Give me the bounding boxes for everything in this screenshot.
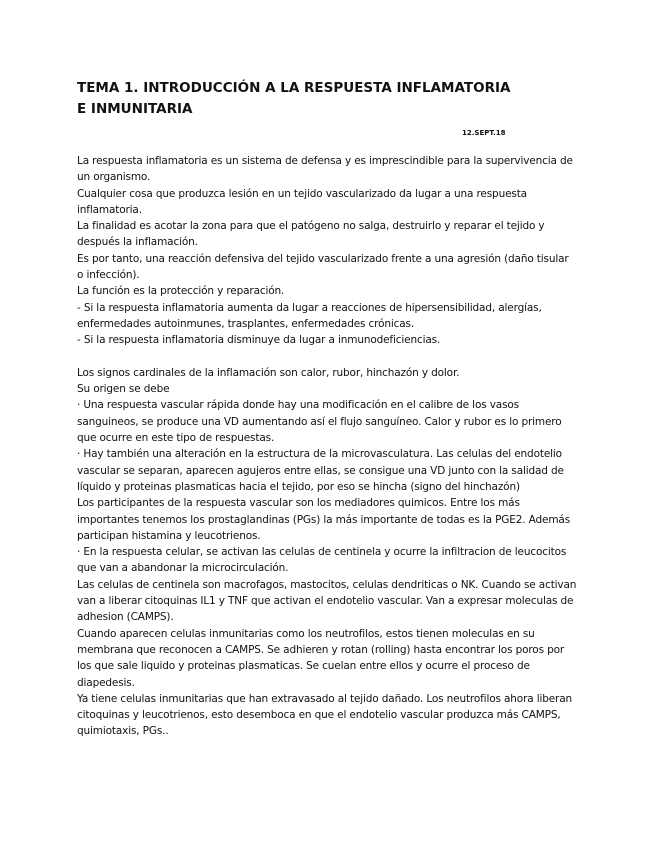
paragraph: Su origen se debe xyxy=(77,383,170,396)
paragraph: Cuando aparecen celulas inmunitarias como los neutrofilos, estos tienen moleculas en su membrana que reconocen a CAMPS. Se adhieren y rotan (rolling) hasta encontrar los poros por los que sale liquido y proteinas plasmaticas. Se cuelan entre ellos y ocurre el proceso de diapedesis. xyxy=(77,627,565,689)
document-date: 12.SEPT.18 xyxy=(462,129,506,137)
list-item: · Hay también una alteración en la estructura de la microvasculatura. Las celulas del endotelio vascular se separan, aparecen agujeros entre ellas, se consigue una VD junto con la salidad de líquido y proteinas plasmaticas hacia el tejido, por eso se hincha (signo del hinchazón) xyxy=(77,448,564,493)
list-item: - Si la respuesta inflamatoria aumenta da lugar a reacciones de hipersensibilidad, alergías, enfermedades autoinmunes, trasplantes, enfermedades crónicas. xyxy=(77,301,542,330)
document-body xyxy=(77,153,577,740)
paragraph: Los signos cardinales de la inflamación son calor, rubor, hinchazón y dolor. xyxy=(77,366,460,379)
paragraph-spacer xyxy=(77,349,577,365)
paragraph: Las celulas de centinela son macrofagos, mastocitos, celulas dendriticas o NK. Cuando se activan van a liberar citoquinas IL1 y TNF que activan el endotelio vascular. Van a expresar moleculas de adhesion (CAMPS). xyxy=(77,578,577,624)
paragraph: Es por tanto, una reacción defensiva del tejido vascularizado frente a una agresión (daño tisular o infección). xyxy=(77,252,569,282)
paragraph: La función es la protección y reparación. xyxy=(77,285,285,298)
paragraph: Ya tiene celulas inmunitarias que han extravasado al tejido dañado. Los neutrofilos ahora liberan citoquinas y leucotrienos, esto desemboca en que el endotelio vascular produzca más CAMPS, quimiotaxis, PGs.. xyxy=(77,692,573,738)
paragraph: Los participantes de la respuesta vascular son los mediadores quimicos. Entre los más importantes tenemos los prostaglandinas (PGs) la más importante de todas es la PGE2. Además participan histamina y leucotrienos. xyxy=(77,497,571,542)
list-item: · Una respuesta vascular rápida donde hay una modificación en el calibre de los vasos sanguineos, se produce una VD aumentando así el flujo sanguíneo. Calor y rubor es lo primero que ocurre en este tipo de respuestas. xyxy=(77,399,562,445)
paragraph: Cualquier cosa que produzca lesión en un tejido vascularizado da lugar a una respuesta inflamatoria. xyxy=(77,187,527,216)
paragraph: La respuesta inflamatoria es un sistema de defensa y es imprescindible para la supervivencia de un organismo. xyxy=(77,155,573,184)
document-title: TEMA 1. INTRODUCCIÓN A LA RESPUESTA INFLAMATORIA E INMUNITARIA xyxy=(77,80,511,117)
list-item: · En la respuesta celular, se activan las celulas de centinela y ocurre la infiltracion de leucocitos que van a abandonar la microcirculación. xyxy=(77,546,567,575)
paragraph: La finalidad es acotar la zona para que el patógeno no salga, destruirlo y reparar el tejido y después la inflamación. xyxy=(77,220,545,249)
list-item: - Si la respuesta inflamatoria disminuye da lugar a inmunodeficiencias. xyxy=(77,334,441,347)
